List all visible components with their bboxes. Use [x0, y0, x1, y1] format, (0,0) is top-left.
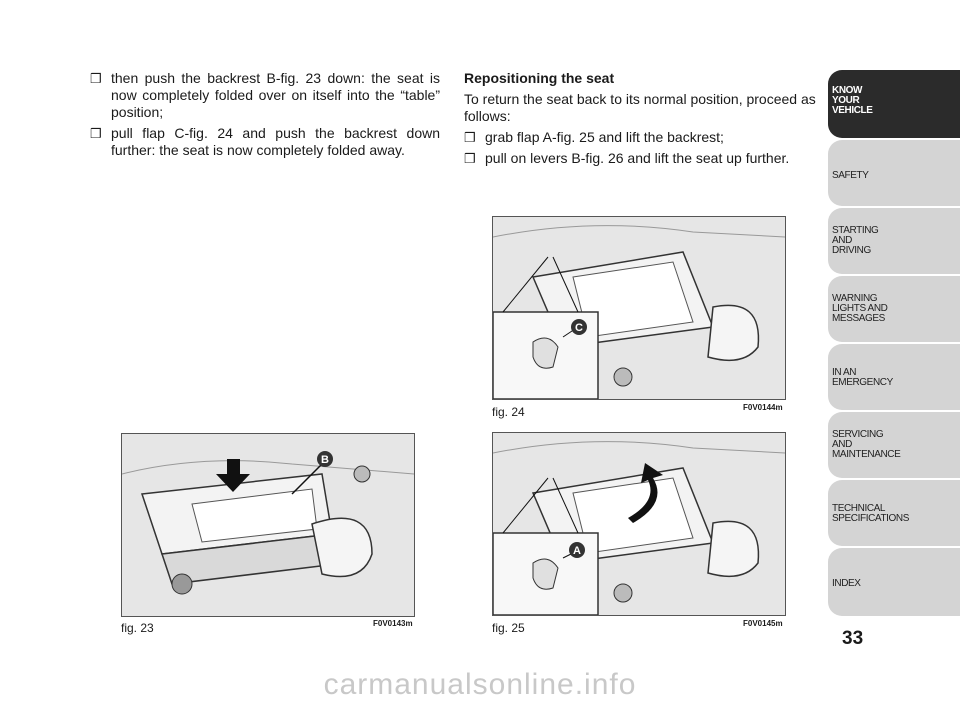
tab-safety[interactable]: SAFETY	[828, 140, 960, 206]
seat-flap-a-illustration	[493, 433, 785, 615]
tab-index[interactable]: INDEX	[828, 548, 960, 616]
figure-caption: fig. 24	[492, 405, 525, 419]
list-item: ❒ pull flap C-fig. 24 and push the backrest down further: the seat is now completely folded away.	[90, 125, 440, 158]
figure-code: F0V0144m	[743, 403, 783, 412]
list-item: ❒ grab flap A-fig. 25 and lift the backrest;	[464, 129, 724, 145]
callout-b-label: B	[321, 454, 329, 466]
section-heading: Repositioning the seat	[464, 70, 615, 86]
tab-warning-lights[interactable]: WARNING LIGHTS AND MESSAGES	[828, 276, 960, 342]
figure-caption: fig. 25	[492, 621, 525, 635]
list-item: ❒ pull on levers B-fig. 26 and lift the seat up further.	[464, 150, 790, 166]
tab-know-your-vehicle[interactable]: KNOW YOUR VEHICLE	[828, 70, 960, 138]
checkbox-bullet-icon: ❒	[90, 71, 102, 86]
tab-emergency[interactable]: IN AN EMERGENCY	[828, 344, 960, 410]
figure-code: F0V0143m	[373, 619, 413, 628]
figure-code: F0V0145m	[743, 619, 783, 628]
left-column	[90, 70, 440, 163]
tab-starting-and-driving[interactable]: STARTING AND DRIVING	[828, 208, 960, 274]
callout-c-label: C	[575, 322, 583, 334]
list-item: ❒ then push the backrest B-fig. 23 down: the seat is now completely folded over on itself into the “table” position;	[90, 70, 440, 120]
watermark: carmanualsonline.info	[323, 668, 637, 701]
seat-folded-table-illustration	[122, 434, 414, 616]
tab-servicing[interactable]: SERVICING AND MAINTENANCE	[828, 412, 960, 478]
callout-a-label: A	[573, 545, 581, 557]
checkbox-bullet-icon: ❒	[464, 151, 476, 166]
page-number: 33	[842, 628, 864, 649]
seat-flap-c-illustration	[493, 217, 785, 399]
figure-23-illustration	[121, 433, 415, 617]
checkbox-bullet-icon: ❒	[464, 130, 476, 145]
figure-25-illustration	[492, 432, 786, 616]
intro-paragraph: To return the seat back to its normal position, proceed as follows:	[464, 91, 816, 124]
figure-24-illustration	[492, 216, 786, 400]
checkbox-bullet-icon: ❒	[90, 126, 102, 141]
figure-caption: fig. 23	[121, 621, 154, 635]
tab-technical-specifications[interactable]: TECHNICAL SPECIFICATIONS	[828, 480, 960, 546]
right-column	[464, 70, 816, 171]
